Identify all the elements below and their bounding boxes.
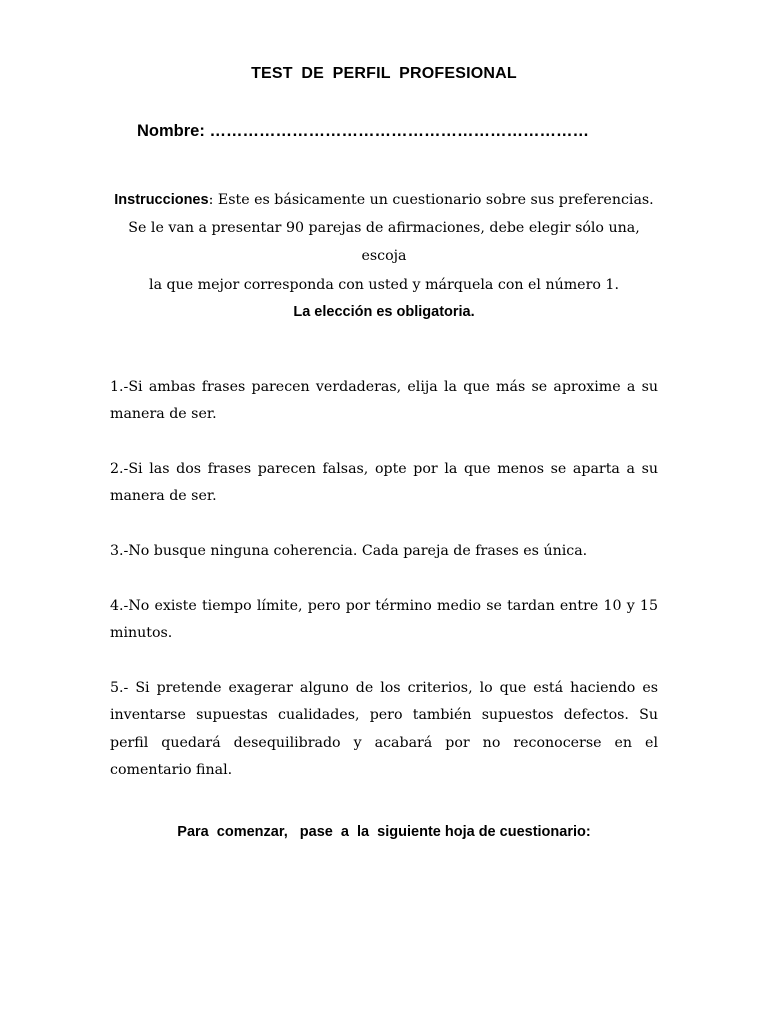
document-title: TEST DE PERFIL PROFESIONAL [251,65,517,82]
rule-4: 4.-No existe tiempo límite, pero por término medio se tardan entre 10 y 15 minutos. [110,598,658,642]
instructions-block [110,186,658,326]
instructions-label: Instrucciones [114,192,209,208]
rule-1: 1.-Si ambas frases parecen verdaderas, elija la que más se aproxime a su manera de ser. [110,379,658,423]
instructions-line-1: : Este es básicamente un cuestionario sobre sus preferencias. [208,192,654,208]
instructions-line-3: la que mejor corresponda con usted y márquela con el número 1. [149,276,619,293]
name-field-line [137,122,589,141]
instructions-line-2: Se le van a presentar 90 parejas de afirmaciones, debe elegir sólo una, escoja [128,220,640,265]
rule-2: 2.-Si las dos frases parecen falsas, opte por la que menos se aparta a su manera de ser. [110,461,658,505]
name-label: Nombre: [137,122,205,140]
rule-5: 5.- Si pretende exagerar alguno de los criterios, lo que está haciendo es inventarse supuestas cualidades, pero también supuestos defectos. Su perfil quedará desequilibrado y acabará por no reconocerse en el comentario final. [110,680,658,779]
name-blank: …………………………………………………………… [209,122,589,140]
rule-3: 3.-No busque ninguna coherencia. Cada pareja de frases es única. [110,543,588,559]
instructions-mandatory: La elección es obligatoria. [293,303,475,320]
closing-instruction: Para comenzar, pase a la siguiente hoja de cuestionario: [177,824,591,840]
